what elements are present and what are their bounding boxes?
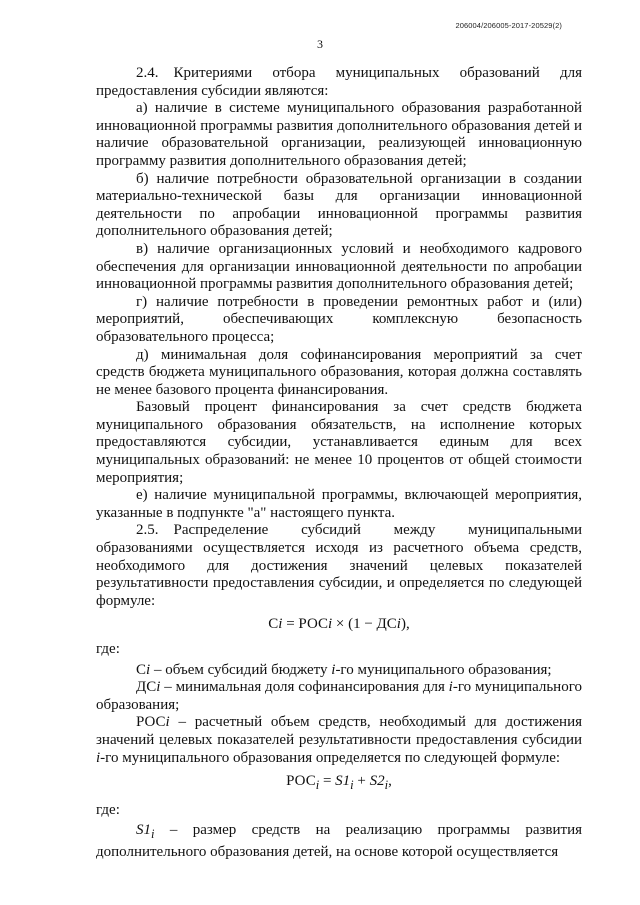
document-id: 206004/206005-2017-20529(2): [455, 21, 562, 30]
paragraph-v: в) наличие организационных условий и необходимого кадрового обеспечения для организации инновационной деятельности по апробации инновационной программы развития дополнительного образования детей;: [96, 240, 582, 293]
paragraph-base-percent: Базовый процент финансирования за счет средств бюджета муниципального образования обязательств, на исполнение которых предоставляются субсидии, устанавливается единым для всех муниципальных образований: не менее 10 процентов от общей стоимости мероприятия;: [96, 399, 582, 486]
definition-s1i: $S1_i$ – размер средств на реализацию программы развития дополнительного образования детей, на основе которой осуществляется: [96, 822, 582, 860]
page-number: 3: [317, 37, 323, 51]
formula-roc: $РОС_i = S1_i + S2_i$,: [286, 773, 392, 793]
paragraph-2-5: 2.5. Распределение субсидий между муниципальными образованиями осуществляется исходя из расчетного объема средств, необходимого для достижения значений целевых показателей результативности предоставления субсидии, и определяется по следующей формуле:: [96, 522, 582, 609]
paragraph-d: д) минимальная доля софинансирования мероприятий за счет средств бюджета муниципального образования, которая должна составлять не менее базового процента финансирования.: [96, 346, 582, 398]
where-label-2: где:: [96, 801, 120, 818]
document-body: [96, 65, 582, 862]
paragraph-a: а) наличие в системе муниципального образования разработанной инновационной программы развития дополнительного образования детей и наличие образовательной организации, реализующей инновационную программу развития дополнительного образования детей;: [96, 100, 582, 169]
paragraph-2-4: 2.4. Критериями отбора муниципальных образований для предоставления субсидии являются:: [96, 65, 582, 99]
where-label-1: где:: [96, 641, 120, 657]
definition-dci: ДСi – минимальная доля софинансирования для i-го муниципального образования;: [96, 679, 582, 713]
formula-subsidy: Сi = РОСi × (1 − ДСi),: [268, 616, 410, 633]
paragraph-b: б) наличие потребности образовательной организации в создании материально-технической базы для организации инновационной деятельности по апробации инновационной программы развития дополнительного образования детей;: [96, 170, 582, 240]
definition-roci: РОСi – расчетный объем средств, необходимый для достижения значений целевых показателей результативности предоставления субсидии i-го муниципального образования определяется по следующей формуле:: [96, 714, 582, 766]
paragraph-e: е) наличие муниципальной программы, включающей мероприятия, указанные в подпункте "а" настоящего пункта.: [96, 487, 582, 521]
definition-ci: Сi – объем субсидий бюджету i-го муниципального образования;: [136, 661, 552, 678]
paragraph-g: г) наличие потребности в проведении ремонтных работ и (или) мероприятий, обеспечивающих комплексную безопасность образовательного процесса;: [96, 293, 582, 345]
